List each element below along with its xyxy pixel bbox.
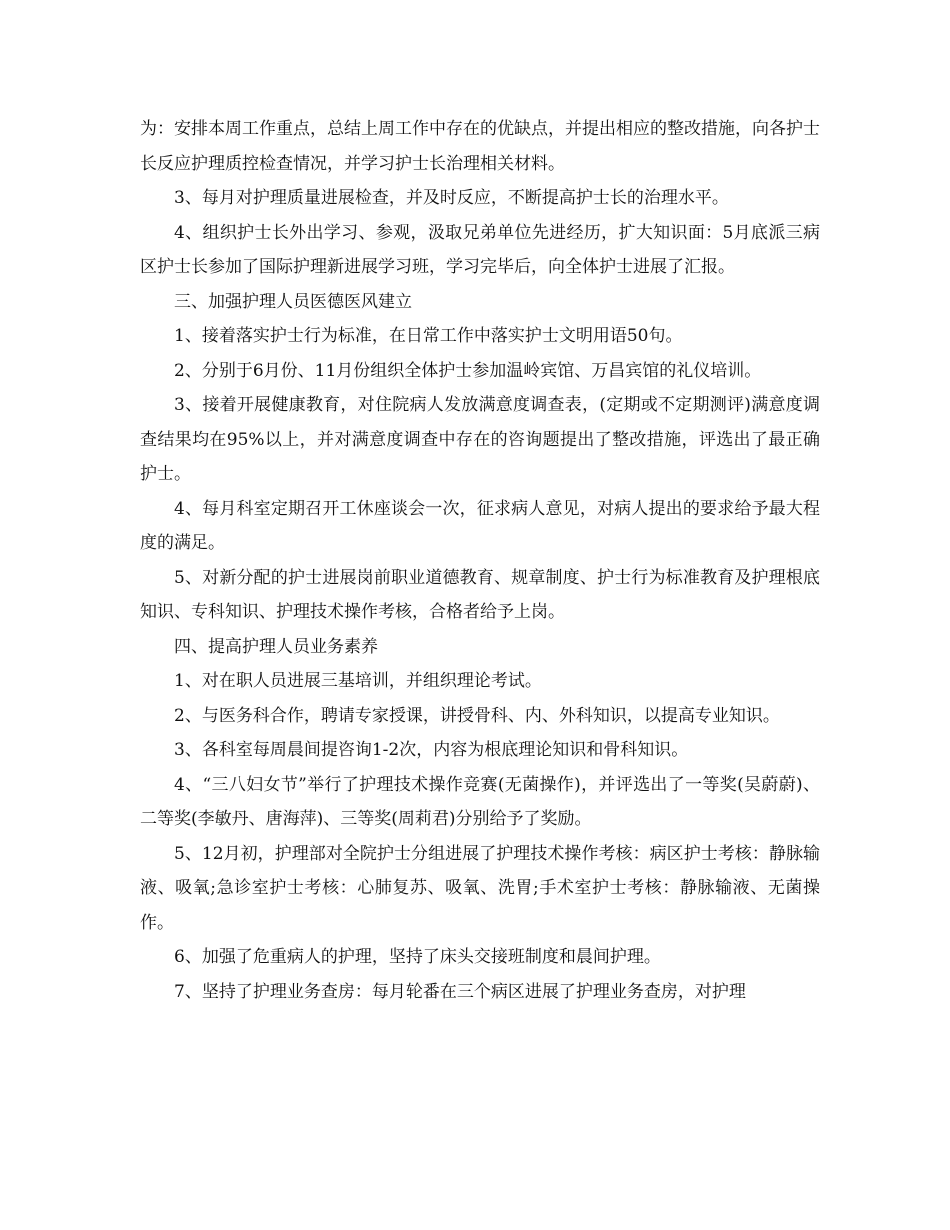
paragraph: 5、12月初，护理部对全院护士分组进展了护理技术操作考核：病区护士考核：静脉输液、吸氧;急诊室护士考核：心肺复苏、吸氧、洗胃;手术室护士考核：静脉输液、无菌操作。 <box>140 843 820 933</box>
paragraph: 2、分别于6月份、11月份组织全体护士参加温岭宾馆、万昌宾馆的礼仪培训。 <box>174 360 762 381</box>
paragraph: 4、“三八妇女节”举行了护理技术操作竞赛(无菌操作)，并评选出了一等奖(吴蔚蔚)、二等奖(李敏丹、唐海萍)、三等奖(周莉君)分别给予了奖励。 <box>140 774 820 829</box>
paragraph: 1、对在职人员进展三基培训，并组织理论考试。 <box>174 671 542 691</box>
section-heading: 三、加强护理人员医德医风建立 <box>174 291 412 312</box>
paragraph: 5、对新分配的护士进展岗前职业道德教育、规章制度、护士行为标准教育及护理根底知识、专科知识、护理技术操作考核，合格者给予上岗。 <box>140 567 820 622</box>
paragraph: 2、与医务科合作，聘请专家授课，讲授骨科、内、外科知识，以提高专业知识。 <box>174 705 780 726</box>
paragraph: 3、各科室每周晨间提咨询1-2次，内容为根底理论知识和骨科知识。 <box>174 740 689 760</box>
paragraph: 4、组织护士长外出学习、参观，汲取兄弟单位先进经历，扩大知识面：5月底派三病区护士长参加了国际护理新进展学习班，学习完毕后，向全体护士进展了汇报。 <box>140 222 820 277</box>
section-heading: 四、提高护理人员业务素养 <box>174 636 378 657</box>
paragraph: 6、加强了危重病人的护理，坚持了床头交接班制度和晨间护理。 <box>174 947 661 967</box>
paragraph: 7、坚持了护理业务查房：每月轮番在三个病区进展了护理业务查房，对护理 <box>174 981 746 1002</box>
paragraph: 为：安排本周工作重点，总结上周工作中存在的优缺点，并提出相应的整改措施，向各护士长反应护理质控检查情况，并学习护士长治理相关材料。 <box>140 119 820 174</box>
paragraph: 3、每月对护理质量进展检查，并及时反应，不断提高护士长的治理水平。 <box>174 188 729 208</box>
paragraph: 1、接着落实护士行为标准，在日常工作中落实护士文明用语50句。 <box>174 326 683 346</box>
paragraph: 3、接着开展健康教育，对住院病人发放满意度调查表，(定期或不定期测评)满意度调查结果均在95%以上，并对满意度调查中存在的咨询题提出了整改措施，评选出了最正确护士。 <box>140 395 820 484</box>
paragraph: 4、每月科室定期召开工休座谈会一次，征求病人意见，对病人提出的要求给予最大程度的满足。 <box>140 498 820 553</box>
document-body <box>140 112 820 1009</box>
